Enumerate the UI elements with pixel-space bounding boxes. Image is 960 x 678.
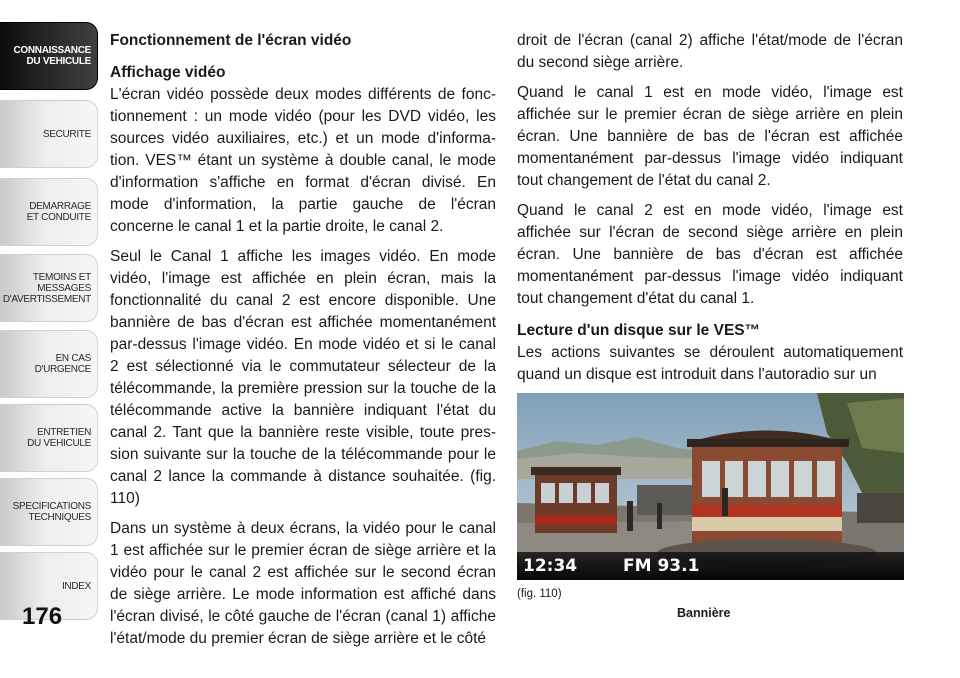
tab-label-line: DEMARRAGE (29, 201, 91, 212)
banner-time: 12:34 (523, 556, 578, 576)
tab-label-line: SECURITE (42, 128, 91, 140)
tab-label-line: SPECIFICATIONS (12, 501, 91, 512)
figure-caption: Bannière (677, 606, 731, 620)
paragraph: Les actions suivantes se déroulent automatiquement quand un disque est introduit dans l'autoradio sur un (517, 344, 903, 383)
tab-label-line: TECHNIQUES (28, 512, 91, 523)
right-column (517, 30, 903, 394)
paragraph: L'écran vidéo possède deux modes différents de fonctionnement : un mode vidéo (pour les DVD vidéo, les sources vidéo auxiliaires, etc.) et un mode d'information. VES™ étant un système à double canal, le mode d'information s'affiche en format d'écran divisé. En mode d'information, la partie gauche de l'écran concerne le canal 1 et la partie droite, le canal 2. (110, 86, 496, 235)
paragraph: droit de l'écran (canal 2) affiche l'état/mode de l'écran du second siège arrière. (517, 32, 903, 71)
paragraph: Seul le Canal 1 affiche les images vidéo. En mode vidéo, l'image est affichée en plein écran, mais la fonctionnalité du canal 2 est encore disponible. Une bannière de bas d'écran est affichée momentanément par-dessus l'image vidéo. En mode vidéo et si le canal 2 est sélectionné via le commutateur sélecteur de la télécommande, la première pression sur la touche de la télécommande active la bannière indiquant l'état du canal 2. Tant que la bannière reste visible, toute pression suivante sur la touche de la télécommande pour le canal 2 lance la commande à distance souhaitée. (fig. 110) (110, 248, 496, 507)
video-screen-figure (517, 393, 904, 580)
figure-reference: (fig. 110) (517, 588, 562, 600)
subsection-title: Affichage vidéo (110, 64, 226, 81)
subsection-title: Lecture d'un disque sur le VES™ (517, 322, 761, 339)
tab-label-line: EN CAS (55, 353, 91, 364)
tab-label-line: MESSAGES (37, 282, 91, 294)
paragraph: Quand le canal 2 est en mode vidéo, l'image est affichée sur l'écran de second siège arrière en plein écran. Une bannière de bas d'écran est affichée momentanément par-dessus l'image vidéo indiquant tout changement d'état du canal 1. (517, 202, 903, 307)
section-title: Fonctionnement de l'écran vidéo (110, 32, 352, 49)
tab-label-line: DU VEHICULE (27, 438, 91, 449)
tab-securite[interactable] (0, 100, 98, 168)
paragraph: Quand le canal 1 est en mode vidéo, l'image est affichée sur le premier écran de siège arrière en plein écran. Une bannière de bas de l'écran est affichée momentanément par-dessus l'image vidéo indiquant tout changement de l'état du canal 2. (517, 84, 903, 189)
tab-label-line: INDEX (61, 580, 91, 592)
tab-temoins-et-messages[interactable] (0, 254, 98, 322)
tab-label-line: DU VEHICULE (26, 56, 91, 67)
info-banner (517, 552, 904, 580)
tab-label-line: TEMOINS ET (32, 271, 91, 283)
tab-label-line: ET CONDUITE (26, 212, 91, 223)
tab-label-line: CONNAISSANCE (13, 45, 91, 56)
tab-connaissance-du-vehicule[interactable] (0, 22, 98, 90)
left-column (110, 30, 496, 658)
tab-demarrage-et-conduite[interactable] (0, 178, 98, 246)
tab-label-line: D'AVERTISSEMENT (2, 293, 91, 305)
paragraph: Dans un système à deux écrans, la vidéo pour le canal 1 est affichée sur le premier écran de siège arrière et la vidéo pour le canal 2 est affichée sur le second écran de siège arrière. Le mode information est affiché dans l'écran divisé, le côté gauche de l'écran (canal 1) affiche l'état/mode du premier écran de siège arrière et le côté (110, 520, 496, 647)
tab-specifications-techniques[interactable] (0, 478, 98, 546)
tab-en-cas-d-urgence[interactable] (0, 330, 98, 398)
page-number: 176 (22, 603, 63, 630)
tab-label-line: D'URGENCE (34, 364, 91, 375)
banner-station: FM 93.1 (623, 556, 700, 576)
tab-entretien-du-vehicule[interactable] (0, 404, 98, 472)
tab-label-line: ENTRETIEN (37, 427, 91, 438)
